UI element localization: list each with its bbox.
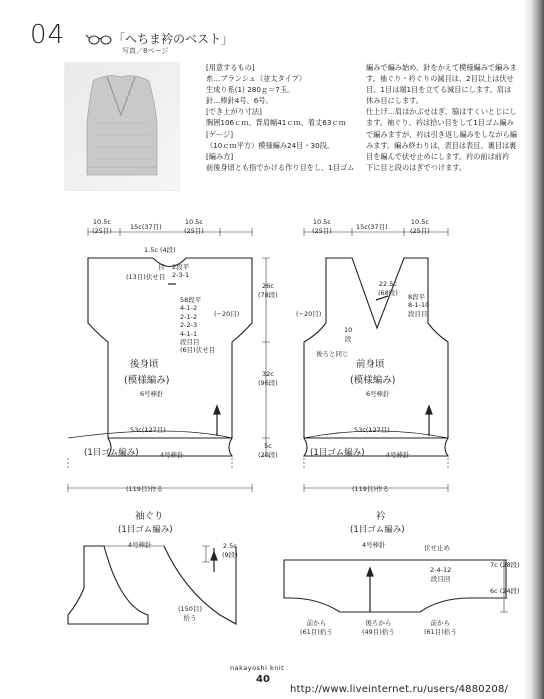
front-body-width: 53c(127目) — [354, 426, 390, 434]
collar-height-front: 6c (24段) — [490, 587, 520, 595]
front-body-needle: 6号棒針 — [366, 390, 390, 398]
back-neck-depth: 1.5c (4段) — [144, 246, 176, 254]
armhole-title: 袖ぐり — [135, 511, 164, 522]
materials-line: [ゲージ] — [206, 129, 234, 139]
back-height-rib: 5c (20段) — [258, 442, 278, 459]
front-body-title: 前身頃 — [356, 359, 385, 370]
brand-logo: nakayoshi knit — [230, 664, 285, 672]
collar-pickup-back: 後ろから (49目)拾う — [362, 619, 395, 636]
back-rib-needle: 4号棒針 — [160, 451, 184, 459]
back-rest-label: 目 — [158, 263, 165, 271]
materials-line: 生成り系(1) 280ｇ＝7玉。 — [206, 85, 295, 95]
front-rib-needle: 4号棒針 — [386, 451, 410, 459]
armhole-band-outline — [68, 546, 148, 624]
front-body-outline — [304, 258, 448, 438]
materials-line: 針…棒針4号、6号。 — [206, 96, 273, 106]
materials-line: [編み方] — [206, 151, 234, 161]
back-body-needle: 6号棒針 — [140, 390, 164, 398]
front-minus-20: (−20目) — [296, 310, 322, 318]
front-neck-depth: 22.5c (68段) — [378, 280, 398, 297]
collar-subtitle: (1目ゴム編み) — [350, 525, 405, 535]
front-rib-label: (1目ゴム編み) — [310, 448, 365, 458]
materials-line: 胸囲106ｃｍ、背肩幅41ｃｍ、着丈63ｃｍ — [206, 118, 346, 128]
armhole-subtitle: (1目ゴム編み) — [118, 525, 173, 535]
instructions-line: す。袖ぐり・衿ぐりの減目は、2目以上は伏せ — [366, 74, 514, 84]
armhole-height: 2.5c (9段) — [222, 542, 238, 559]
instructions-line: 下に目と段のはぎでつけます。 — [366, 162, 467, 172]
instructions-line: 休み目にします。 — [366, 96, 423, 106]
front-same-as-back: 後ろと同じ — [316, 350, 349, 358]
materials-line: [用意するもの] — [206, 63, 255, 72]
back-right-shoulder-width: 10.5c (25目) — [184, 218, 204, 235]
collar-pickup-front-right: 前から (61目)拾う — [424, 619, 457, 636]
back-left-shoulder-width: 10.5c (25目) — [92, 218, 112, 235]
back-body-pattern: (模様編み) — [124, 375, 170, 386]
back-height-armhole: 26c (78段) — [258, 282, 278, 299]
collar-title: 衿 — [376, 511, 386, 522]
page-title: 「へちま衿のベスト」 — [113, 32, 234, 46]
front-left-shoulder-width: 10.5c (25目) — [312, 218, 332, 235]
page-number: 40 — [256, 674, 270, 685]
front-neck-shaping: 8段平 8-1-10 段目目 — [408, 293, 430, 318]
source-url[interactable]: http://www.liveinternet.ru/users/4880208/ — [290, 684, 509, 695]
materials-line: 前後身頃とも指でかける作り目をし、1目ゴム — [206, 162, 355, 172]
instructions-line: で編みますが、衿は引き返し編みをしながら編 — [366, 129, 517, 139]
back-cast-on: (119目)作る — [126, 485, 163, 493]
instructions-line: 目、1目は端1目を立てる減目にします。肩は — [366, 85, 512, 95]
armhole-needle: 4号棒針 — [128, 541, 152, 549]
front-body-pattern: (模様編み) — [350, 375, 396, 386]
instructions-line: 編みで編み始め、針をかえて模様編みで編みま — [366, 63, 517, 72]
back-neck-shaping: 2段平 2-3-1 — [172, 263, 190, 279]
instructions-line: みます。編み終わりは、表目は表目、裏目は裏 — [366, 140, 517, 150]
front-neck-width: 15c(37目) — [356, 223, 388, 231]
back-neck-width: 15c(37目) — [130, 223, 162, 231]
back-body-outline — [88, 258, 252, 438]
front-center-rows: 10 段 — [344, 326, 353, 343]
collar-outline — [284, 560, 506, 612]
armhole-pickup: (150目) 拾う — [178, 605, 202, 622]
back-armhole-shaping: 58段平 4-1-2 2-1-2 2-2-3 4-1-1 段目目 (6目)伏せ目 — [180, 296, 216, 355]
collar-height-back: 7c (28段) — [490, 561, 520, 569]
back-body-width: 53c(127目) — [130, 426, 166, 434]
book-binding-shadow — [522, 0, 544, 699]
pattern-number: 04 — [30, 20, 66, 50]
instructions-line: 目を編んで伏せ止めにします。衿の前は前衿 — [366, 151, 510, 161]
instructions-line: 仕上げ…肩はかぶせはぎ、脇はすくいとじにし — [366, 107, 517, 117]
back-height-body: 32c (96段) — [258, 370, 278, 387]
collar-bindoff: 伏せ止め — [424, 544, 450, 552]
instructions-line: ます。袖ぐり、衿は拾い目をして1目ゴム編み — [366, 118, 514, 128]
collar-pickup-front-left: 前から (61目)拾う — [300, 619, 333, 636]
collar-short-rows: 2-4-12 段目回 — [430, 566, 452, 583]
materials-line: [でき上がり寸法] — [206, 107, 262, 117]
front-right-shoulder-width: 10.5c (25目) — [410, 218, 430, 235]
collar-needle: 4号棒針 — [362, 541, 386, 549]
materials-line: （10ｃｍ平方）模様編み24目・30段。 — [206, 140, 335, 150]
back-rib-label: (1目ゴム編み) — [84, 448, 139, 458]
front-cast-on: (119目)作る — [352, 485, 389, 493]
back-neck-bindoff: (13目)伏せ目 — [126, 273, 166, 281]
back-body-title: 後身頃 — [130, 359, 159, 370]
materials-line: 糸…ブランシェ（並太タイプ） — [206, 74, 307, 84]
back-minus-20: (−20目) — [214, 310, 240, 318]
photo-reference: 写真／8ページ — [122, 47, 169, 55]
